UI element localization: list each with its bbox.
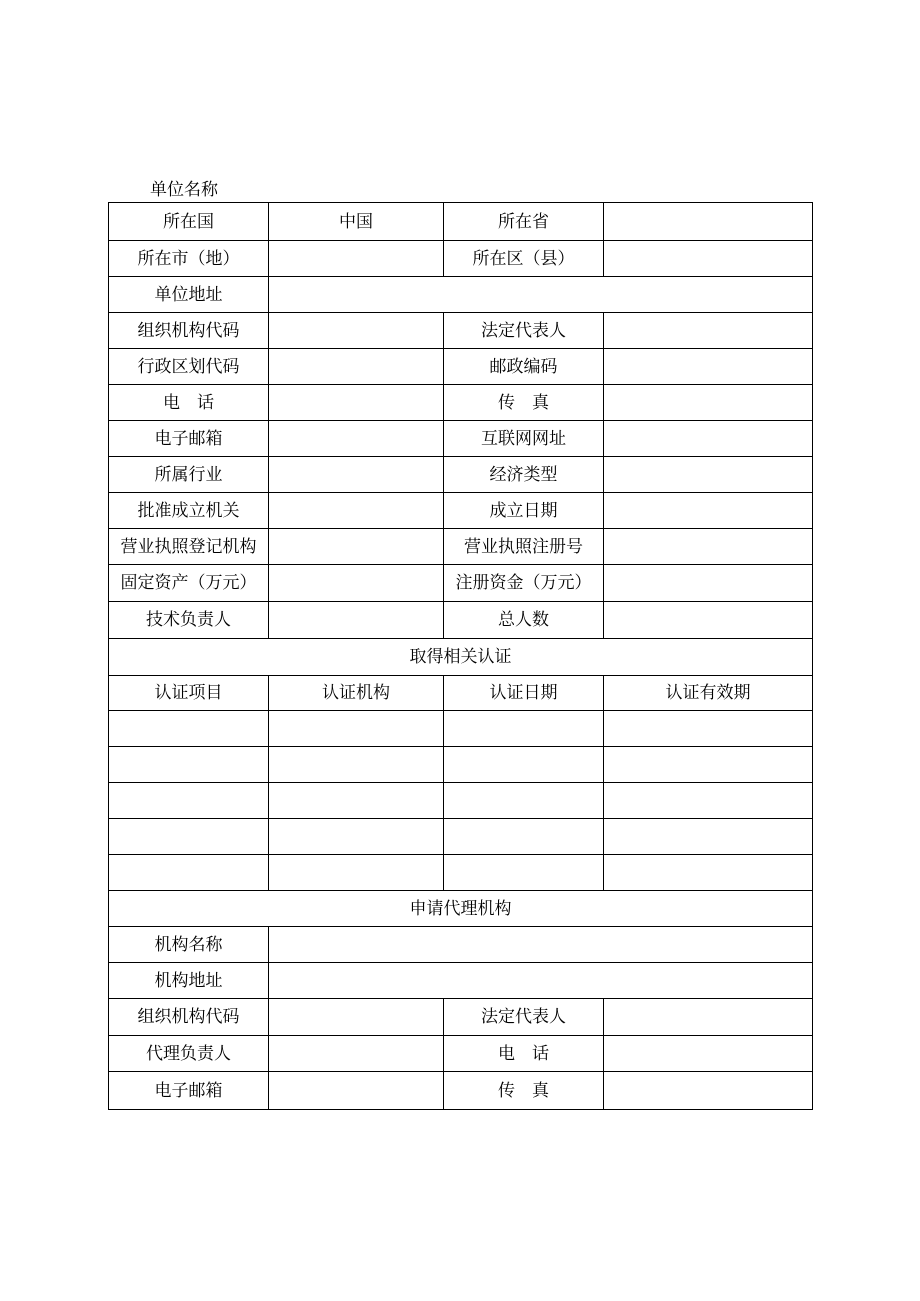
value-agent-legal-rep[interactable] — [604, 999, 813, 1036]
value-agent-phone[interactable] — [604, 1036, 813, 1072]
agent-section-row — [109, 891, 813, 927]
value-agent-lead[interactable] — [269, 1036, 444, 1072]
value-agent-address[interactable] — [269, 963, 813, 999]
value-agent-name[interactable] — [269, 927, 813, 963]
row-approval — [109, 493, 813, 529]
label-fixed-assets: 固定资产（万元） — [109, 565, 269, 602]
value-industry[interactable] — [269, 457, 444, 493]
label-website: 互联网网址 — [444, 421, 604, 457]
cert-section-title: 取得相关认证 — [109, 639, 813, 676]
row-address — [109, 277, 813, 313]
value-founding-date[interactable] — [604, 493, 813, 529]
label-phone: 电 话 — [109, 385, 269, 421]
table-row — [109, 711, 813, 747]
value-region-code[interactable] — [269, 349, 444, 385]
value-website[interactable] — [604, 421, 813, 457]
value-province[interactable] — [604, 203, 813, 241]
cert-date-cell[interactable] — [444, 783, 604, 819]
label-license-authority: 营业执照登记机构 — [109, 529, 269, 565]
cert-body-cell[interactable] — [269, 819, 444, 855]
value-license-number[interactable] — [604, 529, 813, 565]
cert-validity-cell[interactable] — [604, 783, 813, 819]
label-province: 所在省 — [444, 203, 604, 241]
label-tech-lead: 技术负责人 — [109, 602, 269, 639]
cert-date-cell[interactable] — [444, 711, 604, 747]
row-agent-email — [109, 1072, 813, 1110]
row-region-code — [109, 349, 813, 385]
value-postcode[interactable] — [604, 349, 813, 385]
label-agent-fax: 传 真 — [444, 1072, 604, 1110]
label-agent-org-code: 组织机构代码 — [109, 999, 269, 1036]
cert-validity-cell[interactable] — [604, 711, 813, 747]
label-founding-date: 成立日期 — [444, 493, 604, 529]
row-email — [109, 421, 813, 457]
cert-item-cell[interactable] — [109, 783, 269, 819]
cert-validity-cell[interactable] — [604, 747, 813, 783]
cert-item-cell[interactable] — [109, 711, 269, 747]
value-city[interactable] — [269, 241, 444, 277]
cert-body-cell[interactable] — [269, 747, 444, 783]
value-country[interactable]: 中国 — [269, 203, 444, 241]
value-approval-authority[interactable] — [269, 493, 444, 529]
label-district: 所在区（县） — [444, 241, 604, 277]
value-phone[interactable] — [269, 385, 444, 421]
cert-validity-cell[interactable] — [604, 819, 813, 855]
table-row — [109, 783, 813, 819]
value-legal-rep[interactable] — [604, 313, 813, 349]
label-agent-legal-rep: 法定代表人 — [444, 999, 604, 1036]
cert-header-date: 认证日期 — [444, 676, 604, 711]
cert-date-cell[interactable] — [444, 747, 604, 783]
label-email: 电子邮箱 — [109, 421, 269, 457]
cert-section-row — [109, 639, 813, 676]
label-agent-email: 电子邮箱 — [109, 1072, 269, 1110]
cert-body-cell[interactable] — [269, 855, 444, 891]
label-approval-authority: 批准成立机关 — [109, 493, 269, 529]
label-fax: 传 真 — [444, 385, 604, 421]
cert-header-validity: 认证有效期 — [604, 676, 813, 711]
value-agent-email[interactable] — [269, 1072, 444, 1110]
row-license — [109, 529, 813, 565]
label-legal-rep: 法定代表人 — [444, 313, 604, 349]
label-industry: 所属行业 — [109, 457, 269, 493]
cert-item-cell[interactable] — [109, 747, 269, 783]
label-postcode: 邮政编码 — [444, 349, 604, 385]
cert-body-cell[interactable] — [269, 711, 444, 747]
label-headcount: 总人数 — [444, 602, 604, 639]
cert-item-cell[interactable] — [109, 855, 269, 891]
agent-section-title: 申请代理机构 — [109, 891, 813, 927]
row-country — [109, 203, 813, 241]
cert-header-body: 认证机构 — [269, 676, 444, 711]
value-email[interactable] — [269, 421, 444, 457]
value-license-authority[interactable] — [269, 529, 444, 565]
row-city — [109, 241, 813, 277]
table-row — [109, 747, 813, 783]
value-headcount[interactable] — [604, 602, 813, 639]
row-assets — [109, 565, 813, 602]
row-agent-org-code — [109, 999, 813, 1036]
value-agent-org-code[interactable] — [269, 999, 444, 1036]
cert-validity-cell[interactable] — [604, 855, 813, 891]
label-org-code: 组织机构代码 — [109, 313, 269, 349]
cert-body-cell[interactable] — [269, 783, 444, 819]
value-org-code[interactable] — [269, 313, 444, 349]
row-tech — [109, 602, 813, 639]
cert-date-cell[interactable] — [444, 819, 604, 855]
label-agent-name: 机构名称 — [109, 927, 269, 963]
cert-date-cell[interactable] — [444, 855, 604, 891]
label-license-number: 营业执照注册号 — [444, 529, 604, 565]
row-org-code — [109, 313, 813, 349]
cert-header-item: 认证项目 — [109, 676, 269, 711]
value-tech-lead[interactable] — [269, 602, 444, 639]
label-agent-address: 机构地址 — [109, 963, 269, 999]
label-registered-capital: 注册资金（万元） — [444, 565, 604, 602]
unit-name-label: 单位名称 — [150, 180, 218, 200]
value-fax[interactable] — [604, 385, 813, 421]
table-row — [109, 819, 813, 855]
table-row — [109, 855, 813, 891]
value-address[interactable] — [269, 277, 813, 313]
registration-form-table — [108, 202, 813, 1110]
row-agent-address — [109, 963, 813, 999]
label-region-code: 行政区划代码 — [109, 349, 269, 385]
value-fixed-assets[interactable] — [269, 565, 444, 602]
label-city: 所在市（地） — [109, 241, 269, 277]
value-district[interactable] — [604, 241, 813, 277]
label-agent-phone: 电 话 — [444, 1036, 604, 1072]
cert-header-row — [109, 676, 813, 711]
label-address: 单位地址 — [109, 277, 269, 313]
cert-item-cell[interactable] — [109, 819, 269, 855]
label-country: 所在国 — [109, 203, 269, 241]
row-agent-name — [109, 927, 813, 963]
label-agent-lead: 代理负责人 — [109, 1036, 269, 1072]
row-agent-contact — [109, 1036, 813, 1072]
value-agent-fax[interactable] — [604, 1072, 813, 1110]
label-economy-type: 经济类型 — [444, 457, 604, 493]
value-registered-capital[interactable] — [604, 565, 813, 602]
row-industry — [109, 457, 813, 493]
row-phone — [109, 385, 813, 421]
value-economy-type[interactable] — [604, 457, 813, 493]
